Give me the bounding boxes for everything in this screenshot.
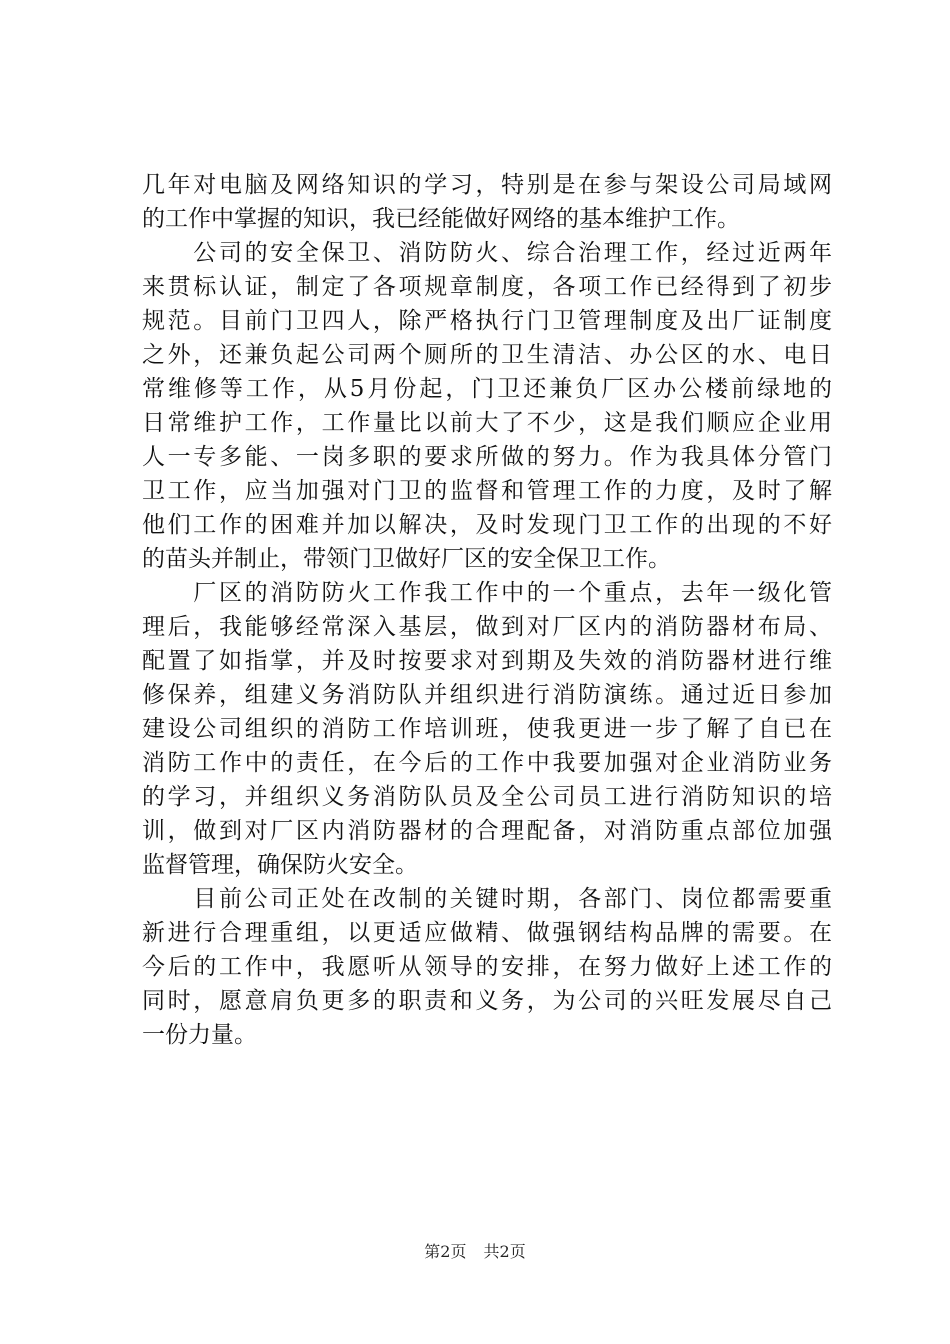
text-line: 常维修等工作，从5月份起，门卫还兼负厂区办公楼前绿地的	[142, 376, 832, 402]
text-line: 消防工作中的责任，在今后的工作中我要加强对企业消防业务	[142, 750, 832, 776]
text-line: 公司的安全保卫、消防防火、综合治理工作，经过近两年	[142, 240, 832, 266]
text-line: 卫工作，应当加强对门卫的监督和管理工作的力度，及时了解	[142, 478, 832, 504]
text-line: 规范。目前门卫四人，除严格执行门卫管理制度及出厂证制度	[142, 308, 832, 334]
text-line: 理后，我能够经常深入基层，做到对厂区内的消防器材布局、	[142, 614, 832, 640]
page-footer	[0, 1242, 950, 1262]
text-line: 厂区的消防防火工作我工作中的一个重点，去年一级化管	[142, 580, 832, 606]
text-line: 新进行合理重组，以更适应做精、做强钢结构品牌的需要。在	[142, 920, 832, 946]
text-line: 人一专多能、一岗多职的要求所做的努力。作为我具体分管门	[142, 444, 832, 470]
text-line: 配置了如指掌，并及时按要求对到期及失效的消防器材进行维	[142, 648, 832, 674]
text-line: 同时，愿意肩负更多的职责和义务，为公司的兴旺发展尽自己	[142, 988, 832, 1014]
text-line: 目前公司正处在改制的关键时期，各部门、岗位都需要重	[142, 886, 832, 912]
text-line: 监督管理，确保防火安全。	[142, 852, 418, 878]
text-line: 的学习，并组织义务消防队员及全公司员工进行消防知识的培	[142, 784, 832, 810]
text-line: 几年对电脑及网络知识的学习，特别是在参与架设公司局域网	[142, 172, 832, 198]
text-line: 一份力量。	[142, 1022, 257, 1048]
text-line: 他们工作的困难并加以解决，及时发现门卫工作的出现的不好	[142, 512, 832, 538]
text-line: 来贯标认证，制定了各项规章制度，各项工作已经得到了初步	[142, 274, 832, 300]
text-line: 的苗头并制止，带领门卫做好厂区的安全保卫工作。	[142, 546, 671, 572]
text-line: 建设公司组织的消防工作培训班，使我更进一步了解了自已在	[142, 716, 832, 742]
text-line: 训，做到对厂区内消防器材的合理配备，对消防重点部位加强	[142, 818, 832, 844]
text-line: 今后的工作中，我愿听从领导的安排，在努力做好上述工作的	[142, 954, 832, 980]
text-line: 的工作中掌握的知识，我已经能做好网络的基本维护工作。	[142, 206, 740, 232]
page-total: 共2页	[483, 1242, 526, 1261]
text-line: 修保养，组建义务消防队并组织进行消防演练。通过近日参加	[142, 682, 832, 708]
page-number: 第2页	[424, 1242, 467, 1261]
document-body	[142, 168, 832, 1052]
text-line: 日常维护工作，工作量比以前大了不少，这是我们顺应企业用	[142, 410, 832, 436]
text-line: 之外，还兼负起公司两个厕所的卫生清洁、办公区的水、电日	[142, 342, 832, 368]
